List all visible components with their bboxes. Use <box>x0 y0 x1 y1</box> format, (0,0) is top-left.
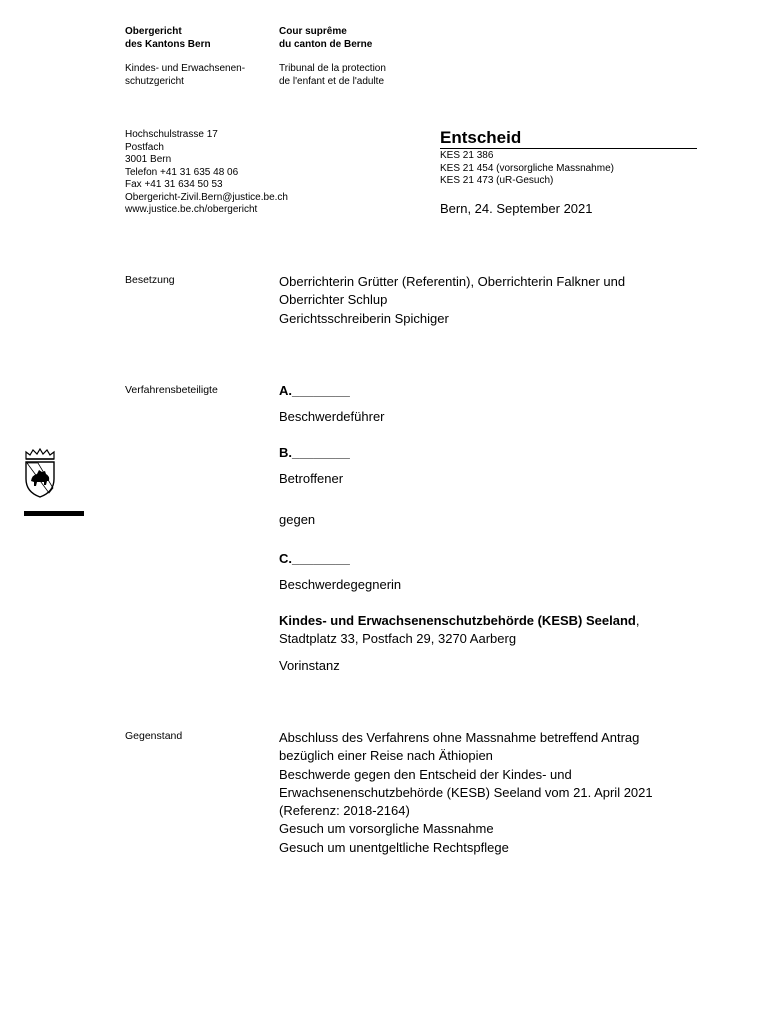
authority-role: Vorinstanz <box>279 658 340 673</box>
address-email: Obergericht-Zivil.Bern@justice.be.ch <box>125 191 288 203</box>
bern-coat-of-arms-icon <box>23 448 57 498</box>
case-number-3: KES 21 473 (uR-Gesuch) <box>440 175 554 186</box>
authority-name-comma: , <box>635 613 640 628</box>
address-pobox: Postfach <box>125 141 164 153</box>
address-website: www.justice.be.ch/obergericht <box>125 204 258 215</box>
case-numbers <box>440 150 614 188</box>
emblem-bar <box>24 511 84 516</box>
court-name-de-line-1: Obergericht <box>125 26 182 37</box>
gegenstand-line-1: Abschluss des Verfahrens ohne Massnahme betreffend Antrag <box>279 730 640 745</box>
division-de-line-2: schutzgericht <box>125 75 184 87</box>
besetzung-line-3: Gerichtsschreiberin Spichiger <box>279 310 449 326</box>
court-name-fr-line-2: du canton de Berne <box>279 39 373 50</box>
gegenstand-line-4: Erwachsenenschutzbehörde (KESB) Seeland vom 21. April 2021 <box>279 784 653 800</box>
gegenstand-line-6: Gesuch um vorsorgliche Massnahme <box>279 821 494 837</box>
besetzung-line-2: Oberrichter Schlup <box>279 292 388 308</box>
gegenstand-label: Gegenstand <box>125 730 183 742</box>
court-address <box>125 129 288 217</box>
division-fr-line-2: de l'enfant et de l'adulte <box>279 75 385 87</box>
party-c-role: Beschwerdegegnerin <box>279 577 402 592</box>
court-name-de-line-2: des Kantons Bern <box>125 39 211 50</box>
party-a-name: A.________ <box>279 383 350 398</box>
gegenstand-line-2: bezüglich einer Reise nach Äthiopien <box>279 748 493 764</box>
division-de-line-1: Kindes- und Erwachsenen- <box>125 63 246 74</box>
case-number-1: KES 21 386 <box>440 150 494 161</box>
address-fax: Fax +41 31 634 50 53 <box>125 179 223 190</box>
address-phone: Telefon +41 31 635 48 06 <box>125 166 239 178</box>
authority-address: Stadtplatz 33, Postfach 29, 3270 Aarberg <box>279 631 517 646</box>
besetzung-line-1: Oberrichterin Grütter (Referentin), Oberrichterin Falkner und <box>279 274 626 289</box>
decision-date: Bern, 24. September 2021 <box>440 201 593 216</box>
division-de <box>125 63 245 88</box>
gegenstand-line-3: Beschwerde gegen den Entscheid der Kindes- und <box>279 766 572 782</box>
case-number-2: KES 21 454 (vorsorgliche Massnahme) <box>440 162 614 174</box>
besetzung-text <box>279 273 625 328</box>
address-city: 3001 Bern <box>125 154 172 165</box>
besetzung-label: Besetzung <box>125 274 175 286</box>
authority-name <box>279 612 639 630</box>
party-b-name: B.________ <box>279 445 350 460</box>
parties-label: Verfahrensbeteiligte <box>125 384 218 396</box>
title-underline <box>440 148 697 149</box>
decision-title: Entscheid <box>440 128 522 147</box>
party-b-role: Betroffener <box>279 471 344 486</box>
against-text: gegen <box>279 512 316 527</box>
division-fr <box>279 63 386 88</box>
gegenstand-line-5: (Referenz: 2018-2164) <box>279 803 410 819</box>
address-street: Hochschulstrasse 17 <box>125 129 218 140</box>
gegenstand-text <box>279 729 653 857</box>
court-name-fr <box>279 25 372 51</box>
party-c-name: C.________ <box>279 551 350 566</box>
division-fr-line-1: Tribunal de la protection <box>279 63 386 74</box>
court-name-fr-line-1: Cour suprême <box>279 26 347 37</box>
party-a-role: Beschwerdeführer <box>279 409 385 424</box>
court-name-de <box>125 25 211 51</box>
gegenstand-line-7: Gesuch um unentgeltliche Rechtspflege <box>279 839 509 855</box>
authority-name-bold: Kindes- und Erwachsenenschutzbehörde (KESB) Seeland <box>279 613 636 628</box>
